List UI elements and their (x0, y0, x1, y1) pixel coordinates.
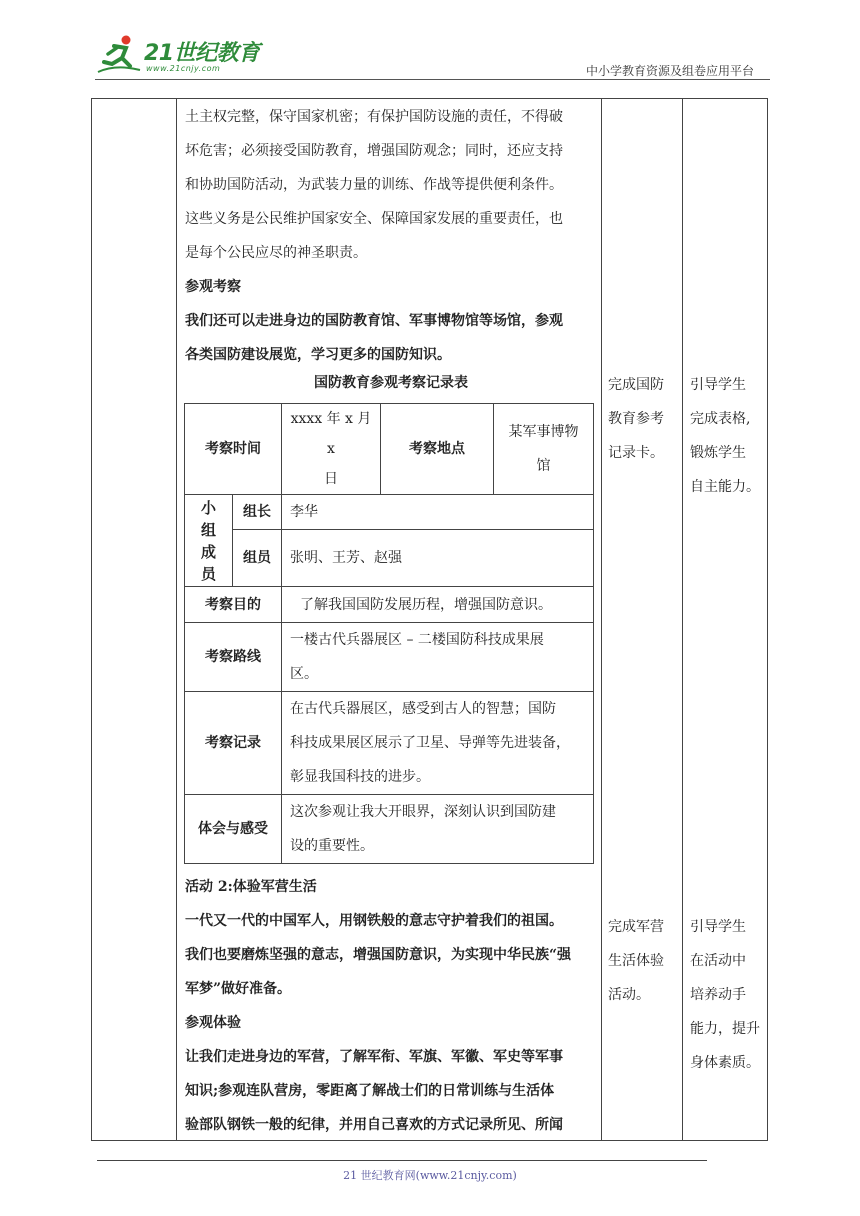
text-line: 军梦”做好准备。 (185, 981, 292, 997)
leader-label: 组长 (233, 495, 282, 530)
feeling-line: 这次参观让我大开眼界，深刻认识到国防建 (290, 804, 556, 820)
text-line: 自主能力。 (690, 479, 760, 495)
table-row (185, 623, 594, 692)
place-value-line: 某军事博物 (508, 424, 579, 440)
text-line: 完成军营 (608, 919, 664, 935)
logo (96, 34, 266, 80)
members-label: 组员 (233, 530, 282, 587)
text-line: 坏危害；必须接受国防教育，增强国防观念；同时，还应支持 (185, 143, 563, 159)
student-activity-2 (608, 910, 674, 1012)
text-line: 引导学生 (690, 377, 746, 393)
group-label-char: 员 (200, 564, 216, 583)
group-label-char: 成 (200, 542, 216, 561)
design-intent-1 (690, 368, 764, 504)
route-line: 一楼古代兵器展区 – 二楼国防科技成果展 (290, 632, 544, 648)
logo-url: www.21cnjy.com (146, 64, 221, 73)
table-row (185, 495, 594, 530)
group-label (185, 495, 233, 587)
purpose-label: 考察目的 (185, 587, 282, 623)
time-value (282, 404, 381, 495)
platform-name: 中小学教育资源及组卷应用平台 (585, 64, 754, 78)
logo-title: 21世纪教育 (144, 41, 260, 66)
header-divider (95, 79, 770, 80)
members-value: 张明、王芳、赵强 (282, 530, 594, 587)
column-divider (176, 98, 177, 1141)
text-line: 各类国防建设展览，学习更多的国防知识。 (185, 347, 451, 363)
text-line: 在活动中 (690, 953, 746, 969)
design-intent-2 (690, 910, 764, 1080)
record-label: 考察记录 (185, 692, 282, 795)
group-label-char: 组 (200, 520, 216, 539)
purpose-value: 了解我国国防发展历程，增强国防意识。 (282, 587, 594, 623)
text-line: 培养动手 (690, 987, 746, 1003)
content-column (185, 100, 597, 372)
table-row (185, 530, 594, 587)
record-line: 彰显我国科技的进步。 (290, 769, 430, 785)
text-line: 是每个公民应尽的神圣职责。 (185, 245, 367, 261)
activity-2-section (185, 870, 597, 1142)
column-divider (601, 98, 602, 1141)
record-line: 科技成果展区展示了卫星、导弹等先进装备， (290, 735, 570, 751)
section-heading: 参观体验 (185, 1015, 241, 1031)
feeling-value (282, 795, 594, 864)
text-line: 身体素质。 (690, 1055, 760, 1071)
text-line: 我们也要磨炼坚强的意志，增强国防意识，为实现中华民族“强 (185, 947, 572, 963)
group-label-char: 小 (200, 498, 216, 517)
feeling-line: 设的重要性。 (290, 838, 374, 854)
text-line: 能力，提升 (690, 1021, 760, 1037)
activity-heading: 活动 2:体验军营生活 (185, 879, 317, 895)
text-line: 验部队钢铁一般的纪律，并用自己喜欢的方式记录所见、所闻 (185, 1117, 563, 1133)
place-label: 考察地点 (381, 404, 494, 495)
route-line: 区。 (290, 666, 318, 682)
text-line: 我们还可以走进身边的国防教育馆、军事博物馆等场馆，参观 (185, 313, 563, 329)
text-line: 完成国防 (608, 377, 664, 393)
record-table-title: 国防教育参观考察记录表 (314, 375, 468, 391)
place-value-line: 馆 (536, 458, 551, 474)
running-figure-icon (96, 34, 142, 74)
text-line: 记录卡。 (608, 445, 664, 461)
text-line: 一代又一代的中国军人，用钢铁般的意志守护着我们的祖国。 (185, 913, 563, 929)
text-line: 知识;参观连队营房，零距离了解战士们的日常训练与生活体 (185, 1083, 555, 1099)
footer-divider (97, 1160, 707, 1161)
text-line: 完成表格, (690, 411, 751, 427)
table-row (185, 795, 594, 864)
place-value (494, 404, 594, 495)
footer-text: 21 世纪教育网(www.21cnjy.com) (343, 1169, 517, 1182)
student-activity-1 (608, 368, 674, 470)
text-line: 生活体验 (608, 953, 664, 969)
feeling-label: 体会与感受 (185, 795, 282, 864)
section-heading: 参观考察 (185, 279, 241, 295)
table-row (185, 587, 594, 623)
text-line: 锻炼学生 (690, 445, 746, 461)
record-table (184, 403, 594, 864)
page-header (0, 0, 860, 84)
text-line: 引导学生 (690, 919, 746, 935)
text-line: 活动。 (608, 987, 650, 1003)
text-line: 让我们走进身边的军营，了解军衔、军旗、军徽、军史等军事 (185, 1049, 563, 1065)
time-value-line: 日 (324, 471, 338, 487)
record-line: 在古代兵器展区，感受到古人的智慧；国防 (290, 701, 556, 717)
time-label: 考察时间 (185, 404, 282, 495)
text-line: 土主权完整，保守国家机密；有保护国防设施的责任，不得破 (185, 109, 563, 125)
column-divider (682, 98, 683, 1141)
route-value (282, 623, 594, 692)
text-line: 教育参考 (608, 411, 664, 427)
record-value (282, 692, 594, 795)
text-line: 这些义务是公民维护国家安全、保障国家发展的重要责任，也 (185, 211, 563, 227)
time-value-line: xxxx 年 x 月 x (290, 411, 372, 457)
text-line: 和协助国防活动，为武装力量的训练、作战等提供便利条件。 (185, 177, 563, 193)
route-label: 考察路线 (185, 623, 282, 692)
table-row (185, 404, 594, 495)
table-row (185, 692, 594, 795)
leader-value: 李华 (282, 495, 594, 530)
